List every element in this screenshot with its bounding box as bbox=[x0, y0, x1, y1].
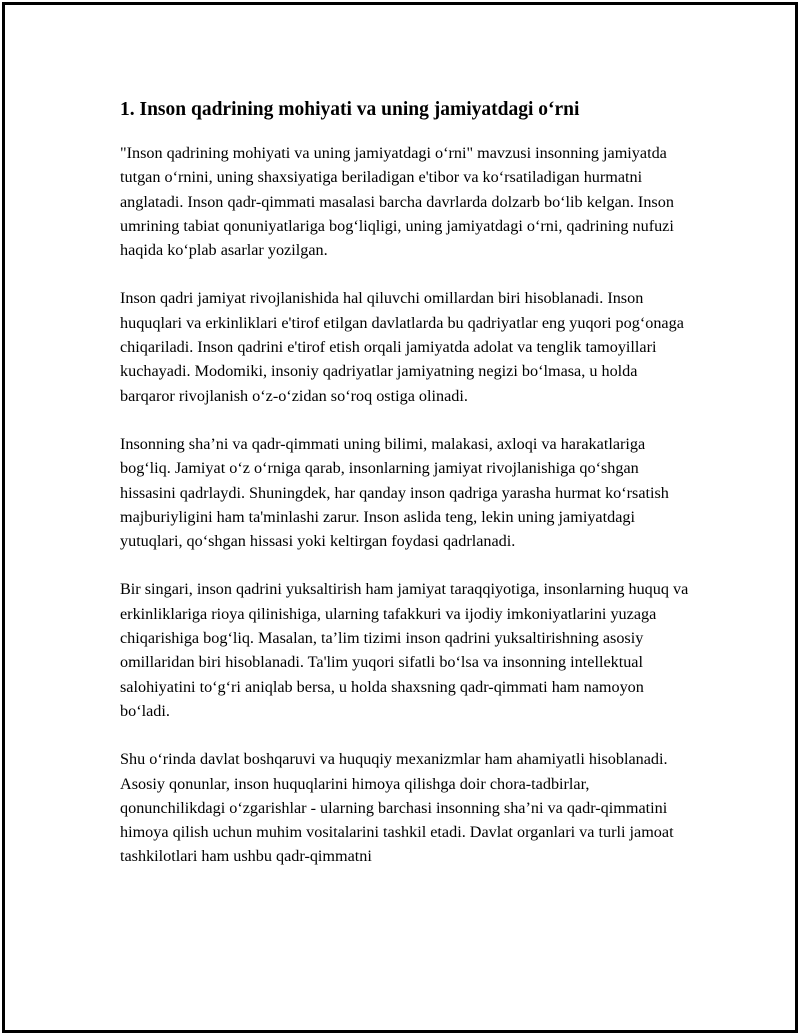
paragraph-4: Bir singari, inson qadrini yuksaltirish ham jamiyat taraqqiyotiga, insonlarning huquq va erkinliklariga rioya qilinishiga, ularning tafakkuri va ijodiy imkoniyatlarini yuzaga chiqarishiga bog‘liq. Masalan, ta’lim tizimi inson qadrini yuksaltirishning asosiy omillaridan biri hisoblanadi. Ta'lim yuqori sifatli bo‘lsa va insonning intellektual salohiyatini to‘g‘ri aniqlab bersa, u holda shaxsning qadr-qimmati ham namoyon bo‘ladi. bbox=[120, 580, 689, 720]
document-body bbox=[120, 97, 690, 893]
section-heading: 1. Inson qadrining mohiyati va uning jamiyatdagi o‘rni bbox=[120, 99, 580, 120]
paragraph-3: Insonning sha’ni va qadr-qimmati uning bilimi, malakasi, axloqi va harakatlariga bog‘liq. Jamiyat o‘z o‘rniga qarab, insonlarning jamiyat rivojlanishiga qo‘shgan hissasini qadrlaydi. Shuningdek, har qanday inson qadriga yarasha hurmat ko‘rsatish majburiyligini ham ta'minlashi zarur. Inson aslida teng, lekin uning jamiyatdagi yutuqlari, qo‘shgan hissasi yoki keltirgan foydasi qadrlanadi. bbox=[120, 434, 669, 551]
paragraph-1: "Inson qadrining mohiyati va uning jamiyatdagi o‘rni" mavzusi insonning jamiyatda tutgan o‘rnini, uning shaxsiyatiga beriladigan e'tibor va ko‘rsatiladigan hurmatni anglatadi. Inson qadr-qimmati masalasi barcha davrlarda dolzarb bo‘lib kelgan. Inson umrining tabiat qonuniyatlariga bog‘liqligi, uning jamiyatdagi o‘rni, qadrining nufuzi haqida ko‘plab asarlar yozilgan. bbox=[120, 144, 674, 260]
paragraph-2: Inson qadri jamiyat rivojlanishida hal qiluvchi omillardan biri hisoblanadi. Inson huquqlari va erkinliklari e'tirof etilgan davlatlarda bu qadriyatlar eng yuqori pog‘onaga chiqariladi. Inson qadrini e'tirof etish orqali jamiyatda adolat va tenglik tamoyillari kuchayadi. Modomiki, insoniy qadriyatlar jamiyatning negizi bo‘lmasa, u holda barqaror rivojlanish o‘z-o‘zidan so‘roq ostiga olinadi. bbox=[120, 289, 684, 405]
document-page bbox=[2, 2, 798, 1033]
paragraph-5: Shu o‘rinda davlat boshqaruvi va huquqiy mexanizmlar ham ahamiyatli hisoblanadi. Asosiy qonunlar, inson huquqlarini himoya qilishga doir chora-tadbirlar, qonunchilikdagi o‘zgarishlar - ularning barchasi insonning sha’ni va qadr-qimmatini himoya qilish uchun muhim vositalarini tashkil etadi. Davlat organlari va turli jamoat tashkilotlari ham ushbu qadr-qimmatni bbox=[120, 750, 674, 866]
